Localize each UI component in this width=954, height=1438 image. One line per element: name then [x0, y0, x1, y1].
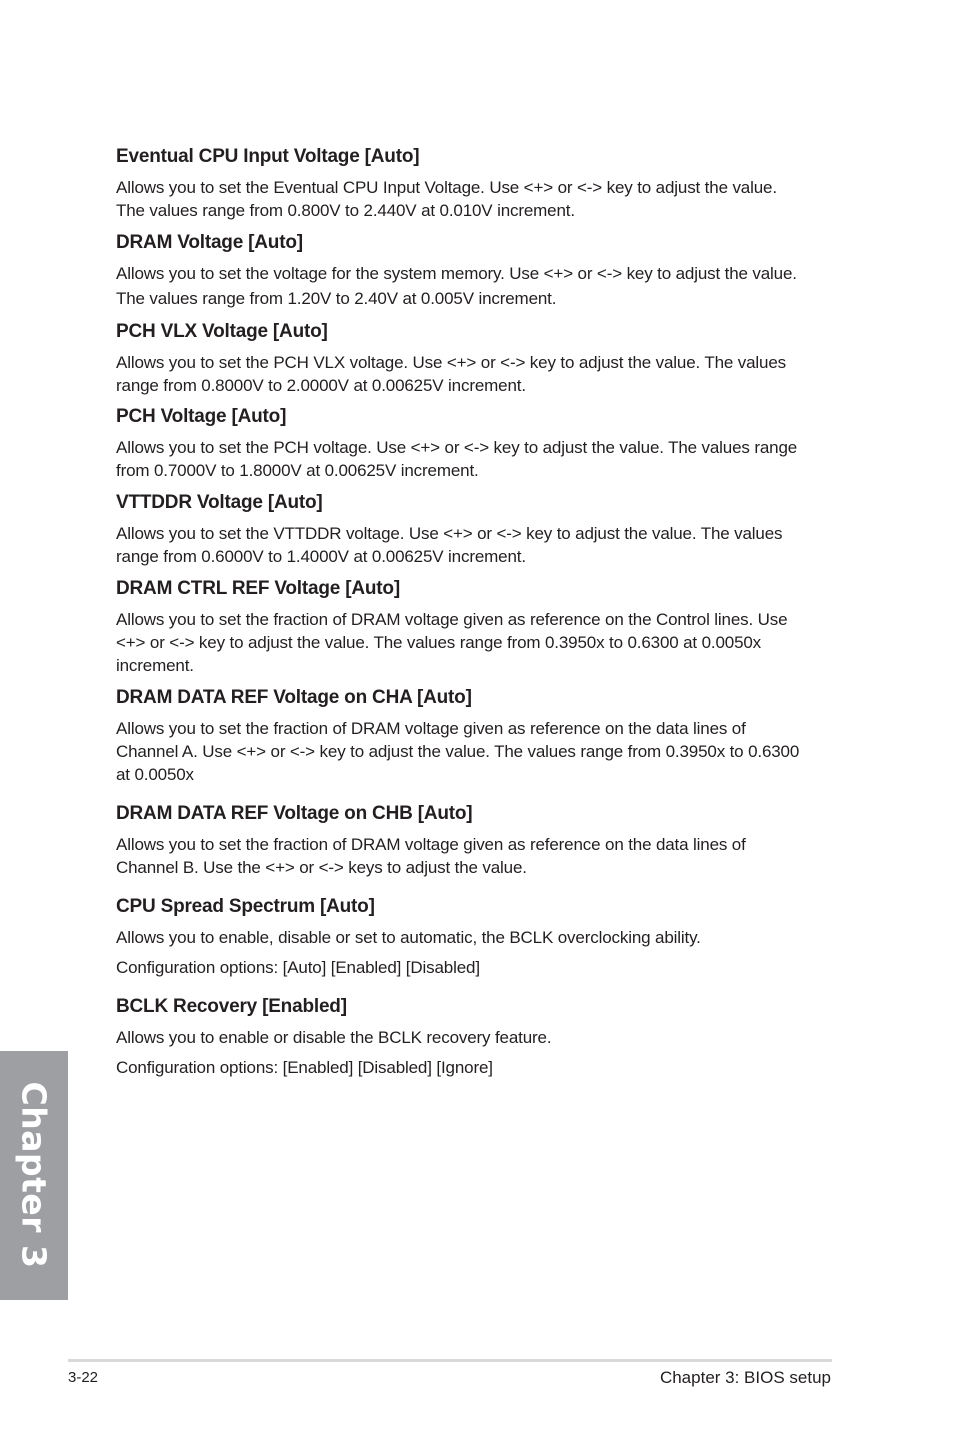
footer-divider	[68, 1359, 832, 1362]
section-dram-data-ref-voltage-chb	[116, 803, 836, 879]
section-title: DRAM Voltage [Auto]	[116, 232, 303, 253]
section-description: Allows you to set the fraction of DRAM voltage given as reference on the data lines of Channel B. Use the <+> or <-> keys to adjust the value.	[116, 835, 746, 877]
section-bclk-recovery	[116, 996, 836, 1079]
section-cpu-spread-spectrum	[116, 896, 836, 979]
section-title: DRAM CTRL REF Voltage [Auto]	[116, 578, 400, 599]
section-description: Allows you to set the fraction of DRAM voltage given as reference on the data lines of Channel A. Use <+> or <-> key to adjust the value. The values range from 0.3950x to 0.6300 at 0.0050x	[116, 719, 800, 784]
section-config-options: Configuration options: [Enabled] [Disabled] [Ignore]	[116, 1058, 493, 1077]
section-description: Allows you to set the voltage for the system memory. Use <+> or <-> key to adjust the value.	[116, 264, 797, 283]
section-pch-voltage	[116, 406, 836, 482]
section-vttddr-voltage	[116, 492, 836, 568]
section-title: BCLK Recovery [Enabled]	[116, 996, 347, 1017]
section-title: DRAM DATA REF Voltage on CHB [Auto]	[116, 803, 473, 824]
section-description: Allows you to enable, disable or set to automatic, the BCLK overclocking ability.	[116, 928, 701, 947]
section-eventual-cpu-input-voltage	[116, 146, 836, 222]
section-description: Allows you to enable or disable the BCLK recovery feature.	[116, 1028, 552, 1047]
section-dram-ctrl-ref-voltage	[116, 578, 836, 677]
section-title: CPU Spread Spectrum [Auto]	[116, 896, 375, 917]
section-config-options: Configuration options: [Auto] [Enabled] [Disabled]	[116, 958, 480, 977]
chapter-tab	[0, 1051, 68, 1300]
section-description: Allows you to set the VTTDDR voltage. Use <+> or <-> key to adjust the value. The values range from 0.6000V to 1.4000V at 0.00625V increment.	[116, 524, 783, 566]
page-number: 3-22	[68, 1369, 99, 1386]
section-description: Allows you to set the fraction of DRAM voltage given as reference on the Control lines. Use <+> or <-> key to adjust the value. The values range from 0.3950x to 0.6300 at 0.0050x increment.	[116, 610, 788, 675]
section-title: DRAM DATA REF Voltage on CHA [Auto]	[116, 687, 472, 708]
section-title: Eventual CPU Input Voltage [Auto]	[116, 146, 420, 167]
section-dram-data-ref-voltage-cha	[116, 687, 836, 786]
section-dram-voltage	[116, 232, 836, 310]
section-title: VTTDDR Voltage [Auto]	[116, 492, 323, 513]
section-title: PCH Voltage [Auto]	[116, 406, 287, 427]
footer-chapter-title: Chapter 3: BIOS setup	[659, 1368, 831, 1387]
section-description: Allows you to set the Eventual CPU Input Voltage. Use <+> or <-> key to adjust the value. The values range from 0.800V to 2.440V at 0.010V increment.	[116, 178, 777, 220]
section-title: PCH VLX Voltage [Auto]	[116, 321, 328, 342]
chapter-tab-label: Chapter 3	[14, 1081, 54, 1269]
section-pch-vlx-voltage	[116, 321, 836, 397]
section-description: Allows you to set the PCH VLX voltage. Use <+> or <-> key to adjust the value. The values range from 0.8000V to 2.0000V at 0.00625V increment.	[116, 353, 787, 395]
section-description: Allows you to set the PCH voltage. Use <+> or <-> key to adjust the value. The values range from 0.7000V to 1.8000V at 0.00625V increment.	[116, 438, 798, 480]
section-description-range: The values range from 1.20V to 2.40V at 0.005V increment.	[116, 289, 557, 308]
